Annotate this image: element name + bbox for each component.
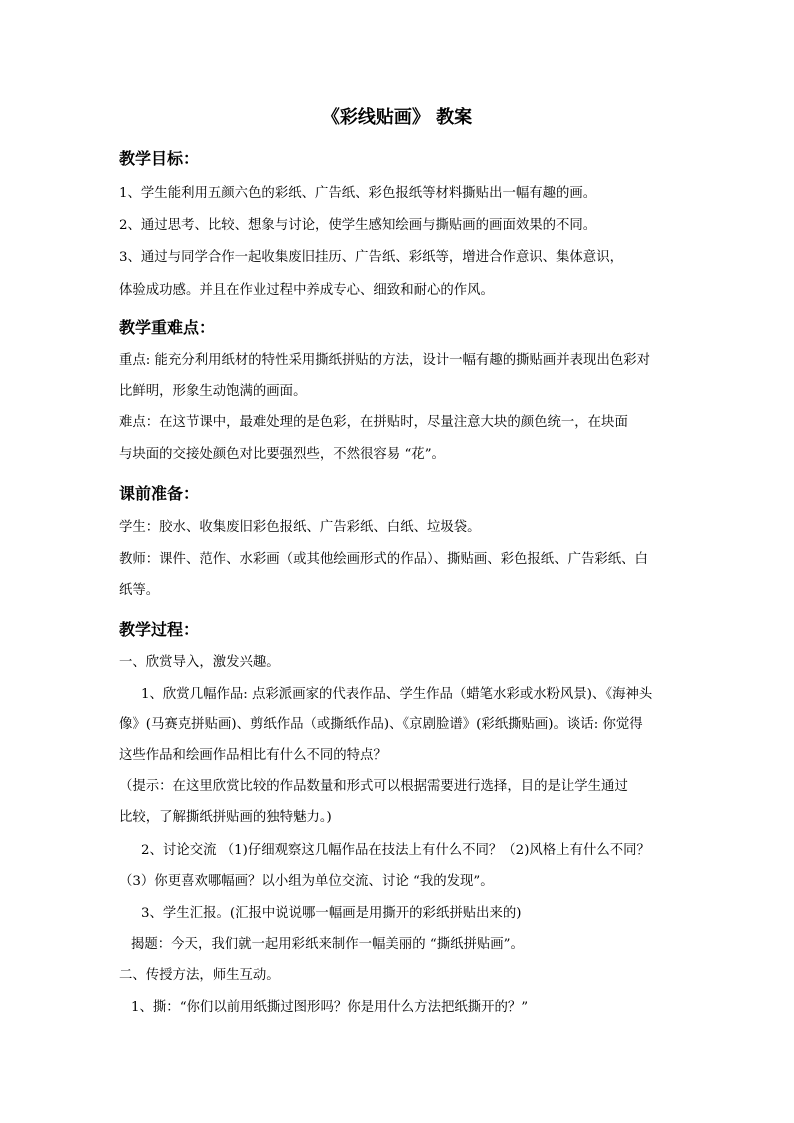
section-heading-objectives: 教学目标： <box>119 149 200 168</box>
key-point-line: 比鲜明，形象生动饱满的画面。 <box>119 384 307 399</box>
preparation-line: 教师：课件、范作、水彩画（或其他绘画形式的作品）、撕贴画、彩色报纸、广告彩纸、白 <box>119 552 648 567</box>
process-line: 比较，了解撕纸拼贴画的独特魅力。) <box>119 810 332 825</box>
objective-line: 2、通过思考、比较、想象与讨论，使学生感知绘画与撕贴画的画面效果的不同。 <box>119 218 597 233</box>
process-line: （提示：在这里欣赏比较的作品数量和形式可以根据需要进行选择，目的是让学生通过 <box>119 779 628 794</box>
key-point-line: 难点：在这节课中，最难处理的是色彩，在拼贴时，尽量注意大块的颜色统一，在块面 <box>119 415 628 430</box>
objective-line: 3、通过与同学合作一起收集废旧挂历、广告纸、彩纸等，增进合作意识、集体意识， <box>119 250 623 265</box>
process-line: 2、讨论交流 （1)仔细观察这几幅作品在技法上有什么不同？（2)风格上有什么不同？ <box>141 843 650 858</box>
section-heading-preparation: 课前准备： <box>119 484 200 503</box>
process-line: 3、学生汇报。(汇报中说说哪一幅画是用撕开的彩纸拼贴出来的) <box>141 906 522 921</box>
process-line: 这些作品和绘画作品相比有什么不同的特点？ <box>119 748 387 763</box>
process-line: （3）你更喜欢哪幅画？以小组为单位交流、讨论 “我的发现”。 <box>119 874 494 889</box>
preparation-line: 纸等。 <box>119 583 160 598</box>
objective-line: 体验成功感。并且在作业过程中养成专心、细致和耐心的作风。 <box>119 283 494 298</box>
process-line: 1、欣赏几幅作品: 点彩派画家的代表作品、学生作品（蜡笔水彩或水粉风景)、《海神头 <box>141 687 653 702</box>
process-line: 一、欣赏导入，激发兴趣。 <box>119 655 280 670</box>
process-line: 二、传授方法，师生互动。 <box>119 968 280 983</box>
section-heading-key-points: 教学重难点： <box>119 318 216 337</box>
process-line: 像》(马赛克拼贴画)、剪纸作品（或撕纸作品)、《京剧脸谱》(彩纸撕贴画)。谈话: 你觉得 <box>119 717 643 732</box>
section-heading-process: 教学过程： <box>119 620 200 639</box>
document-title: 《彩线贴画》 教案 <box>321 107 473 128</box>
objective-line: 1、学生能利用五颜六色的彩纸、广告纸、彩色报纸等材料撕贴出一幅有趣的画。 <box>119 186 597 201</box>
process-line: 1、撕：“你们以前用纸撕过图形吗？你是用什么方法把纸撕开的？” <box>131 1000 529 1015</box>
key-point-line: 重点: 能充分利用纸材的特性采用撕纸拼贴的方法，设计一幅有趣的撕贴画并表现出色彩对 <box>119 353 650 368</box>
key-point-line: 与块面的交接处颜色对比要强烈些，不然很容易 “花”。 <box>119 447 445 462</box>
preparation-line: 学生：胶水、收集废旧彩色报纸、广告彩纸、白纸、垃圾袋。 <box>119 520 481 535</box>
process-line: 揭题：今天，我们就一起用彩纸来制作一幅美丽的 “撕纸拼贴画”。 <box>131 937 524 952</box>
